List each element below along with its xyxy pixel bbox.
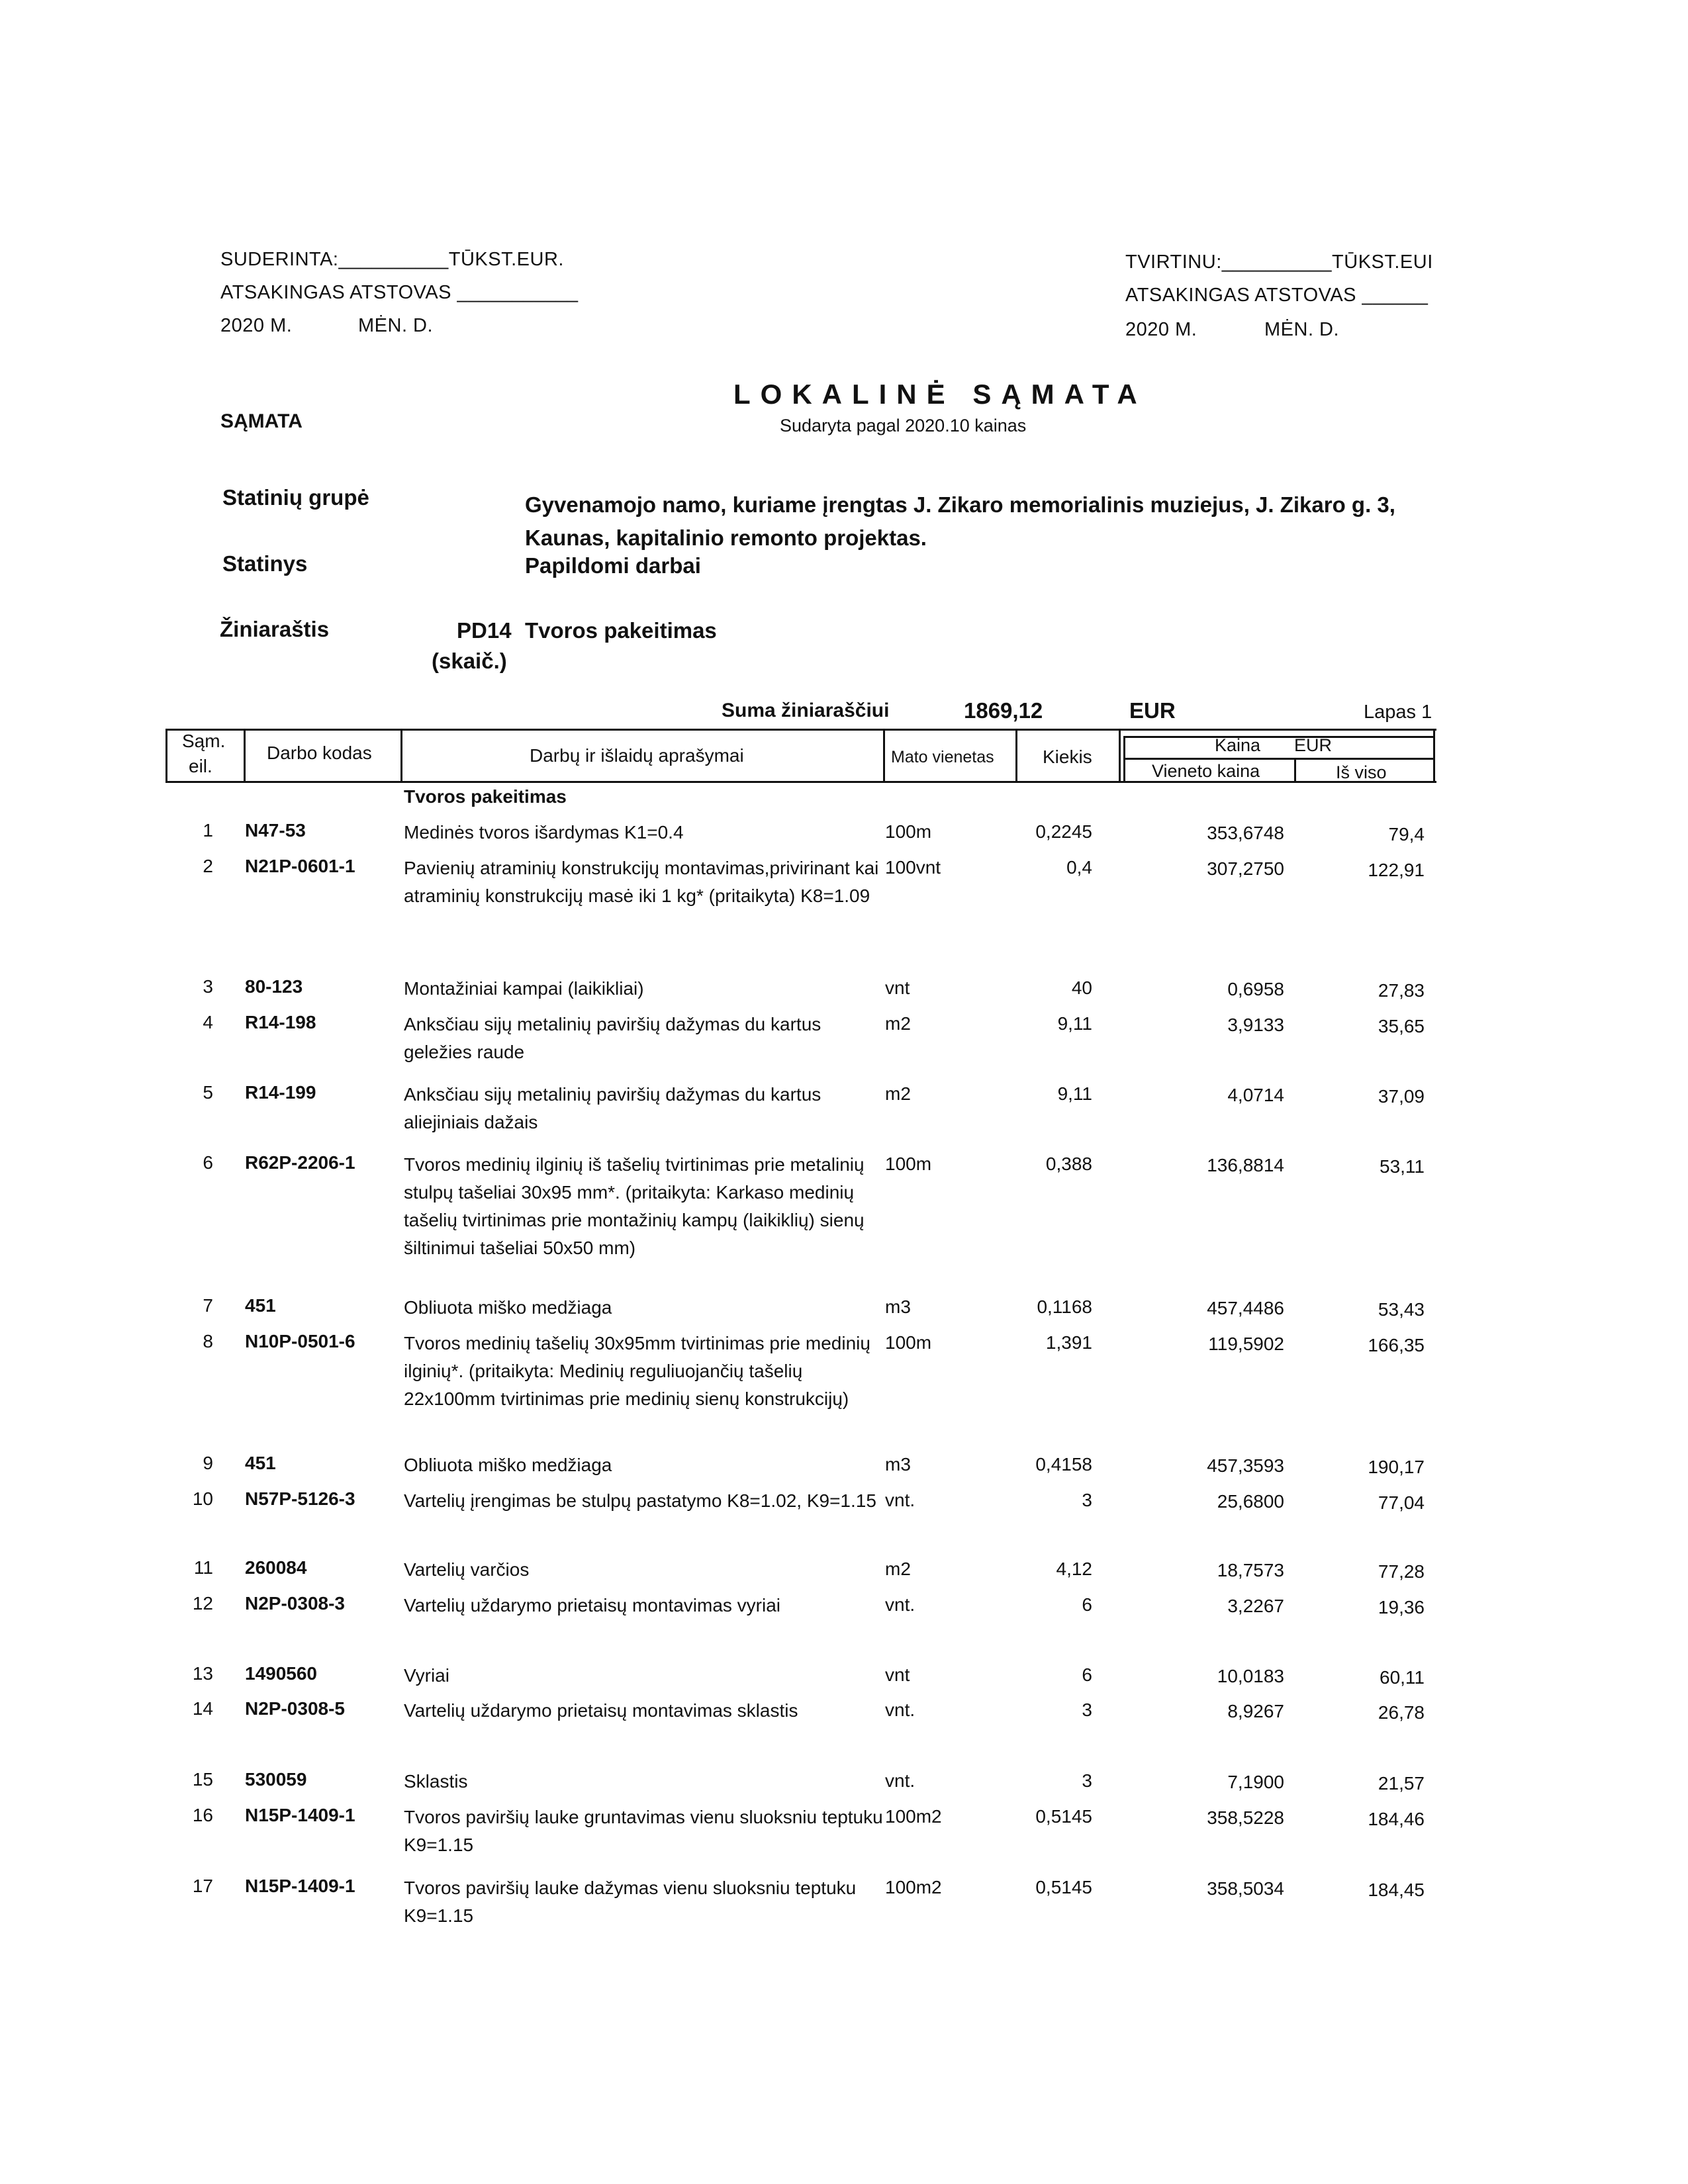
row-code: 451 [245,1295,276,1316]
row-number: 1 [203,820,213,841]
row-quantity: 0,5145 [1035,1806,1092,1827]
row-number: 6 [203,1152,213,1173]
row-code: N15P-1409-1 [245,1876,355,1896]
row-unit-price: 7,1900 [1227,1772,1284,1792]
row-unit: 100m2 [885,1877,942,1897]
row-unit-price: 307,2750 [1207,858,1284,879]
row-description: Anksčiau sijų metalinių paviršių dažymas du kartus aliejiniais dažais [404,1084,821,1132]
row-unit-price: 8,9267 [1227,1701,1284,1721]
row-quantity: 0,5145 [1035,1877,1092,1897]
row-quantity: 0,388 [1045,1154,1092,1174]
row-description: Tvoros medinių tašelių 30x95mm tvirtinimas prie medinių ilginių*. (pritaikyta: Medinių reguliuojančių tašelių 22x100mm tvirtinimas prie medinių sienų konstrukcijų) [404,1333,870,1409]
row-description: Medinės tvoros išardymas K1=0.4 [404,822,684,842]
row-number: 13 [192,1663,213,1684]
row-quantity: 40 [1071,978,1092,998]
row-unit: 100m [885,1154,932,1174]
approve-line: TVIRTINU:__________TŪKST.EUI [1125,251,1433,273]
page-title: LOKALINĖ SĄMATA [733,379,1147,410]
row-unit: m2 [885,1083,911,1104]
row-unit: vnt. [885,1490,915,1510]
row-number: 4 [203,1012,213,1032]
row-unit: m3 [885,1454,911,1475]
col-price-header: Kaina [1215,735,1261,755]
row-description: Obliuota miško medžiaga [404,1455,612,1475]
row-unit-price: 136,8814 [1207,1155,1284,1175]
summary-currency: EUR [1129,698,1176,723]
row-unit-price: 457,3593 [1207,1455,1284,1476]
row-unit-price: 0,6958 [1227,979,1284,999]
row-unit-price: 3,9133 [1227,1015,1284,1035]
summary-amount: 1869,12 [964,698,1043,723]
row-unit: 100m [885,1332,932,1353]
row-unit-price: 3,2267 [1227,1596,1284,1616]
section-title: Tvoros pakeitimas [404,786,567,807]
row-quantity: 0,1168 [1037,1297,1092,1317]
agreed-line: SUDERINTA:__________TŪKST.EUR. [220,249,564,270]
row-unit-price: 457,4486 [1207,1298,1284,1318]
row-unit: m3 [885,1297,911,1317]
row-quantity: 6 [1082,1664,1092,1685]
row-total: 77,04 [1378,1492,1425,1513]
row-quantity: 0,4 [1066,857,1092,878]
row-number: 15 [192,1769,213,1790]
col-price-currency: EUR [1294,735,1333,755]
row-quantity: 3 [1082,1490,1092,1510]
row-number: 10 [192,1488,213,1509]
col-qty-header: Kiekis [1043,747,1092,767]
row-unit-price: 119,5902 [1208,1334,1284,1354]
row-description: Pavienių atraminių konstrukcijų montavimas,privirinant kai atraminių konstrukcijų masė iki 1 kg* (pritaikyta) K8=1.09 [404,858,879,906]
row-code: N47-53 [245,820,306,841]
row-code: 530059 [245,1769,307,1790]
row-number: 9 [203,1453,213,1473]
sheet-value: Tvoros pakeitimas [525,618,717,643]
row-number: 11 [193,1557,213,1578]
col-unit-header: Mato vienetas [891,748,994,766]
row-quantity: 9,11 [1057,1083,1092,1104]
row-total: 190,17 [1368,1457,1425,1477]
row-code: R14-198 [245,1012,316,1032]
row-unit: vnt [885,1664,910,1685]
col-no-header-1: Sąm. [182,731,226,751]
row-number: 8 [203,1331,213,1351]
summary-label: Suma žiniaraščiui [722,700,890,721]
row-unit: vnt. [885,1700,915,1720]
row-total: 37,09 [1378,1086,1425,1107]
approve-date: 2020 M. [1125,319,1197,340]
sheet-code: PD14 [457,618,512,643]
approve-representative: ATSAKINGAS ATSTOVAS ______ [1125,285,1429,306]
row-total: 77,28 [1378,1561,1425,1582]
row-quantity: 3 [1082,1700,1092,1720]
row-code: R14-199 [245,1082,316,1103]
sheet-label: Žiniaraštis [220,617,330,641]
row-unit: vnt. [885,1770,915,1791]
group-label: Statinių grupė [222,485,369,510]
row-code: N15P-1409-1 [245,1805,355,1825]
row-description: Tvoros paviršių lauke gruntavimas vienu sluoksniu teptuku K9=1.15 [404,1807,883,1855]
row-total: 53,43 [1378,1299,1425,1320]
row-unit-price: 358,5228 [1207,1807,1284,1828]
row-code: 451 [245,1453,276,1473]
row-total: 27,83 [1378,980,1425,1001]
row-description: Tvoros medinių ilginių iš tašelių tvirtinimas prie metalinių stulpų tašeliai 30x95 mm*. (pritaikyta: Karkaso medinių tašelių tvirtinimas prie montažinių kampų (laikiklių) sienų šiltinimui tašeliai 50x50 mm) [404,1154,865,1258]
col-total-header: Iš viso [1336,762,1387,782]
row-quantity: 9,11 [1057,1013,1092,1034]
row-code: N10P-0501-6 [245,1331,355,1351]
row-unit-price: 358,5034 [1207,1878,1284,1899]
row-unit: 100m [885,821,932,842]
structure-value: Papildomi darbai [525,553,701,578]
row-total: 184,46 [1368,1809,1425,1829]
structure-label: Statinys [222,551,308,576]
row-total: 53,11 [1380,1156,1425,1177]
row-number: 16 [192,1805,213,1825]
row-unit-price: 25,6800 [1217,1491,1284,1512]
row-number: 17 [192,1876,213,1896]
row-number: 12 [192,1593,213,1614]
row-code: 80-123 [245,976,303,997]
group-value: Gyvenamojo namo, kuriame įrengtas J. Zikaro memorialinis muziejus, J. Zikaro g. 3, Kaunas, kapitalinio remonto projektas. [525,492,1395,550]
row-total: 26,78 [1378,1702,1425,1723]
col-unit-price-header: Vieneto kaina [1152,761,1260,781]
row-unit: vnt. [885,1594,915,1615]
row-description: Obliuota miško medžiaga [404,1297,612,1318]
row-quantity: 0,2245 [1035,821,1092,842]
row-description: Vyriai [404,1665,449,1686]
sheet-code-note: (skaič.) [432,649,507,673]
doc-type: SĄMATA [220,410,303,432]
row-unit-price: 353,6748 [1207,823,1284,843]
row-total: 79,4 [1388,824,1425,844]
row-unit: m2 [885,1559,911,1579]
row-total: 122,91 [1368,860,1425,880]
page-number: Lapas 1 [1364,702,1432,723]
row-unit: 100vnt [885,857,941,878]
row-number: 7 [203,1295,213,1316]
row-total: 166,35 [1368,1335,1425,1355]
row-description: Montažiniai kampai (laikikliai) [404,978,644,999]
row-code: N2P-0308-5 [245,1698,345,1719]
row-description: Tvoros paviršių lauke dažymas vienu sluoksniu teptuku K9=1.15 [404,1878,857,1926]
row-unit: 100m2 [885,1806,942,1827]
row-quantity: 6 [1082,1594,1092,1615]
page-subtitle: Sudaryta pagal 2020.10 kainas [780,416,1027,435]
row-quantity: 4,12 [1056,1559,1092,1579]
agreed-representative: ATSAKINGAS ATSTOVAS ___________ [220,282,579,303]
row-total: 21,57 [1378,1773,1425,1794]
row-code: R62P-2206-1 [245,1152,355,1173]
row-total: 60,11 [1380,1667,1425,1688]
row-number: 3 [203,976,213,997]
row-description: Sklastis [404,1771,468,1792]
row-code: 1490560 [245,1663,318,1684]
col-description-header: Darbų ir išlaidų aprašymai [530,745,744,766]
agreed-date: 2020 M. [220,315,293,336]
row-total: 184,45 [1368,1880,1425,1900]
col-code-header: Darbo kodas [267,743,372,763]
row-unit-price: 10,0183 [1217,1666,1284,1686]
row-code: N21P-0601-1 [245,856,355,876]
row-total: 35,65 [1378,1016,1425,1036]
row-code: N57P-5126-3 [245,1488,355,1509]
row-number: 2 [203,856,213,876]
row-number: 5 [203,1082,213,1103]
row-code: 260084 [245,1557,307,1578]
agreed-month-day: MĖN. D. [358,315,434,336]
row-unit-price: 18,7573 [1217,1560,1284,1580]
row-quantity: 3 [1082,1770,1092,1791]
row-description: Vartelių įrengimas be stulpų pastatymo K8=1.02, K9=1.15 [404,1490,876,1511]
row-unit: m2 [885,1013,911,1034]
row-unit-price: 4,0714 [1227,1085,1284,1105]
row-quantity: 0,4158 [1035,1454,1092,1475]
row-number: 14 [192,1698,213,1719]
row-code: N2P-0308-3 [245,1593,345,1614]
row-quantity: 1,391 [1045,1332,1092,1353]
row-unit: vnt [885,978,910,998]
row-description: Vartelių uždarymo prietaisų montavimas sklastis [404,1700,798,1721]
row-description: Anksčiau sijų metalinių paviršių dažymas du kartus geležies raude [404,1014,821,1062]
approve-month-day: MĖN. D. [1264,319,1340,340]
row-total: 19,36 [1378,1597,1425,1617]
row-description: Vartelių uždarymo prietaisų montavimas vyriai [404,1595,781,1615]
row-description: Vartelių varčios [404,1559,530,1580]
col-no-header-2: eil. [189,756,212,776]
